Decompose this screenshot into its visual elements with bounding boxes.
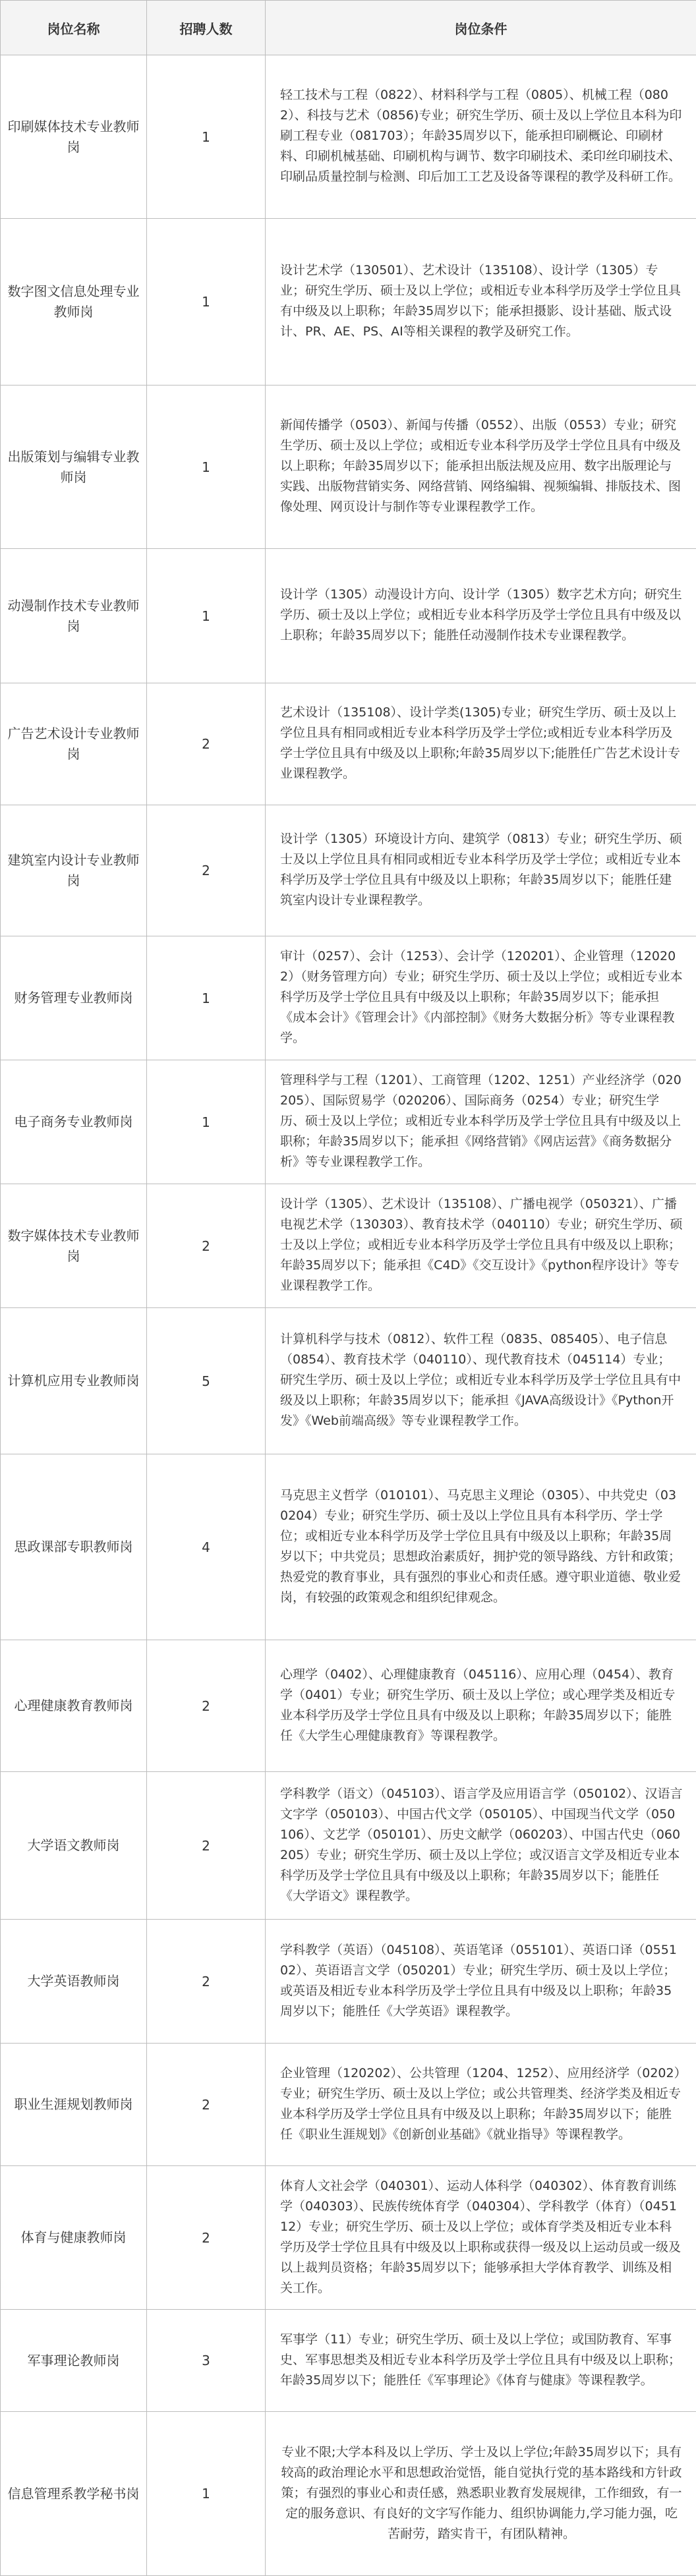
recruit-count-cell: 1: [147, 1060, 266, 1184]
table-row: [1, 683, 696, 805]
header-count: 招聘人数: [147, 1, 266, 55]
position-conditions-cell: 体育人文社会学（040301）、运动人体科学（040302）、体育教育训练学（040303）、民族传统体育学（040304）、学科教学（体育）（045112）专业；研究生学历、硕士及以上学位；或体育学类及相近专业本科学历及学士学位且具有中级及以上职称或获得一级及以上运动员或一级及以上裁判员资格；年龄35周岁以下；能够承担大学体育教学、训练及相关工作。: [266, 2166, 696, 2310]
position-conditions-cell: 设计学（1305）、艺术设计（135108）、广播电视学（050321）、广播电视艺术学（130303）、教育技术学（040110）专业；研究生学历、硕士及以上学位；或相近专业本科学历及学士学位且具有中级及以上职称；年龄35周岁以下；能承担《C4D》《交互设计》《python程序设计》等专业课程教学工作。: [266, 1184, 696, 1308]
position-name-cell: 出版策划与编辑专业教师岗: [1, 386, 147, 549]
recruit-count-cell: 1: [147, 936, 266, 1060]
table-header-row: [1, 1, 696, 55]
position-name-cell: 动漫制作技术专业教师岗: [1, 549, 147, 683]
recruit-count-cell: 2: [147, 1920, 266, 2044]
position-conditions-cell: 军事学（11）专业；研究生学历、硕士及以上学位；或国防教育、军事史、军事思想类及相近专业本科学历及学士学位且具有中级及以上职称；年龄35周岁以下；能胜任《军事理论》《体育与健康》等课程教学。: [266, 2310, 696, 2412]
position-conditions-cell: 计算机科学与技术（0812）、软件工程（0835、085405）、电子信息（0854）、教育技术学（040110）、现代教育技术（045114）专业；研究生学历、硕士及以上学位；或相近专业本科学历及学士学位且具有中级及以上职称；年龄35周岁以下；能承担《JAVA高级设计》《Python开发》《Web前端高级》等专业课程教学工作。: [266, 1308, 696, 1454]
position-conditions-cell: 设计学（1305）环境设计方向、建筑学（0813）专业；研究生学历、硕士及以上学位且具有相同或相近专业本科学历及学士学位；或相近专业本科学历及学士学位且具有中级及以上职称；年龄35周岁以下；能胜任建筑室内设计专业课程教学。: [266, 805, 696, 936]
recruit-count-cell: 1: [147, 386, 266, 549]
table-row: [1, 1640, 696, 1772]
header-position: 岗位名称: [1, 1, 147, 55]
table-row: [1, 1920, 696, 2044]
position-conditions-cell: 企业管理（120202）、公共管理（1204、1252）、应用经济学（0202）专业；研究生学历、硕士及以上学位；或公共管理类、经济学类及相近专业本科学历及学士学位且具有中级及以上职称；年龄35周岁以下；能胜任《职业生涯规划》《创新创业基础》《就业指导》等课程教学。: [266, 2044, 696, 2166]
position-name-cell: 思政课部专职教师岗: [1, 1454, 147, 1640]
position-name-cell: 大学英语教师岗: [1, 1920, 147, 2044]
position-conditions-cell: 设计艺术学（130501）、艺术设计（135108）、设计学（1305）专业；研究生学历、硕士及以上学位；或相近专业本科学历及学士学位且具有中级及以上职称；年龄35周岁以下；能承担摄影、设计基础、版式设计、PR、AE、PS、AI等相关课程的教学及研究工作。: [266, 219, 696, 386]
recruit-count-cell: 2: [147, 1772, 266, 1920]
table-row: [1, 219, 696, 386]
position-name-cell: 电子商务专业教师岗: [1, 1060, 147, 1184]
table-row: [1, 1060, 696, 1184]
table-row: [1, 386, 696, 549]
position-name-cell: 心理健康教育教师岗: [1, 1640, 147, 1772]
recruit-count-cell: 2: [147, 683, 266, 805]
recruit-count-cell: 2: [147, 1184, 266, 1308]
recruit-count-cell: 3: [147, 2310, 266, 2412]
position-conditions-cell: 学科教学（语文）（045103）、语言学及应用语言学（050102）、汉语言文字学（050103）、中国古代文学（050105）、中国现当代文学（050106）、文艺学（050101）、历史文献学（060203）、中国古代史（060205）专业；研究生学历、硕士及以上学位；或汉语言文学及相近专业本科学历及学士学位且具有中级及以上职称；年龄35周岁以下；能胜任《大学语文》课程教学。: [266, 1772, 696, 1920]
position-conditions-cell: 新闻传播学（0503）、新闻与传播（0552）、出版（0553）专业；研究生学历、硕士及以上学位；或相近专业本科学历及学士学位且具有中级及以上职称；年龄35周岁以下；能承担出版法规及应用、数字出版理论与实践、出版物营销实务、网络营销、网络编辑、视频编辑、排版技术、图像处理、网页设计与制作等专业课程教学工作。: [266, 386, 696, 549]
recruit-count-cell: 1: [147, 549, 266, 683]
table-row: [1, 549, 696, 683]
position-name-cell: 建筑室内设计专业教师岗: [1, 805, 147, 936]
table-row: [1, 1772, 696, 1920]
position-name-cell: 数字媒体技术专业教师岗: [1, 1184, 147, 1308]
position-name-cell: 军事理论教师岗: [1, 2310, 147, 2412]
table-row: [1, 805, 696, 936]
recruit-count-cell: 4: [147, 1454, 266, 1640]
position-conditions-cell: 马克思主义哲学（010101）、马克思主义理论（0305）、中共党史（030204）专业；研究生学历、硕士及以上学位且具有本科学历、学士学位；或相近专业本科学历及学士学位且具有中级及以上职称；年龄35周岁以下；中共党员；思想政治素质好，拥护党的领导路线、方针和政策；热爱党的教育事业，具有强烈的事业心和责任感。遵守职业道德、敬业爱岗，有较强的政策观念和组织纪律观念。: [266, 1454, 696, 1640]
recruit-count-cell: 1: [147, 2412, 266, 2576]
table-row: [1, 55, 696, 219]
recruit-count-cell: 5: [147, 1308, 266, 1454]
position-name-cell: 财务管理专业教师岗: [1, 936, 147, 1060]
table-row: [1, 1308, 696, 1454]
recruit-count-cell: 1: [147, 219, 266, 386]
position-conditions-cell: 管理科学与工程（1201）、工商管理（1202、1251）产业经济学（020205）、国际贸易学（020206）、国际商务（0254）专业；研究生学历、硕士及以上学位；或相近专业本科学历及学士学位且具有中级及以上职称；年龄35周岁以下；能承担《网络营销》《网店运营》《商务数据分析》等专业课程教学工作。: [266, 1060, 696, 1184]
position-conditions-cell: 心理学（0402）、心理健康教育（045116）、应用心理（0454）、教育学（0401）专业；研究生学历、硕士及以上学位；或心理学类及相近专业本科学历及学士学位且具有中级及以上职称；年龄35周岁以下；能胜任《大学生心理健康教育》等课程教学。: [266, 1640, 696, 1772]
position-conditions-cell: 艺术设计（135108）、设计学类(1305)专业；研究生学历、硕士及以上学位且具有相同或相近专业本科学历及学士学位;或相近专业本科学历及学士学位且具有中级及以上职称;年龄35周岁以下;能胜任广告艺术设计专业课程教学。: [266, 683, 696, 805]
table-row: [1, 2044, 696, 2166]
recruit-count-cell: 2: [147, 805, 266, 936]
position-name-cell: 职业生涯规划教师岗: [1, 2044, 147, 2166]
position-name-cell: 印刷媒体技术专业教师岗: [1, 55, 147, 219]
position-name-cell: 体育与健康教师岗: [1, 2166, 147, 2310]
position-conditions-cell: 审计（0257）、会计（1253）、会计学（120201）、企业管理（120202）（财务管理方向）专业；研究生学历、硕士及以上学位；或相近专业本科学历及学士学位且具有中级及以上职称；年龄35周岁以下；能承担《成本会计》《管理会计》《内部控制》《财务大数据分析》等专业课程教学。: [266, 936, 696, 1060]
position-name-cell: 大学语文教师岗: [1, 1772, 147, 1920]
position-conditions-cell: 轻工技术与工程（0822）、材料科学与工程（0805）、机械工程（0802）、科技与艺术（0856)专业；研究生学历、硕士及以上学位且本科为印刷工程专业（081703）；年龄35周岁以下，能承担印刷概论、印刷材料、印刷机械基础、印刷机构与调节、数字印刷技术、柔印丝印刷技术、印刷品质量控制与检测、印后加工工艺及设备等课程的教学及科研工作。: [266, 55, 696, 219]
table-row: [1, 2166, 696, 2310]
table-row: [1, 2412, 696, 2576]
position-name-cell: 数字图文信息处理专业教师岗: [1, 219, 147, 386]
recruit-count-cell: 1: [147, 55, 266, 219]
position-name-cell: 广告艺术设计专业教师岗: [1, 683, 147, 805]
recruit-count-cell: 2: [147, 1640, 266, 1772]
position-name-cell: 计算机应用专业教师岗: [1, 1308, 147, 1454]
recruit-count-cell: 2: [147, 2044, 266, 2166]
position-conditions-cell: 专业不限;大学本科及以上学历、学士及以上学位;年龄35周岁以下；具有较高的政治理论水平和思想政治觉悟，能自觉执行党的基本路线和方针政策；有强烈的事业心和责任感，熟悉职业教育发展规律，工作细致，有一定的服务意识、有良好的文字写作能力、组织协调能力,学习能力强，吃苦耐劳，踏实肯干，有团队精神。: [266, 2412, 696, 2576]
header-conditions: 岗位条件: [266, 1, 696, 55]
table-row: [1, 2310, 696, 2412]
position-conditions-cell: 设计学（1305）动漫设计方向、设计学（1305）数字艺术方向；研究生学历、硕士及以上学位；或相近专业本科学历及学士学位且具有中级及以上职称；年龄35周岁以下；能胜任动漫制作技术专业课程教学。: [266, 549, 696, 683]
position-name-cell: 信息管理系教学秘书岗: [1, 2412, 147, 2576]
table-row: [1, 936, 696, 1060]
recruit-count-cell: 2: [147, 2166, 266, 2310]
table-row: [1, 1454, 696, 1640]
position-conditions-cell: 学科教学（英语）（045108）、英语笔译（055101）、英语口译（055102）、英语语言文学（050201）专业；研究生学历、硕士及以上学位；或英语及相近专业本科学历及学士学位且具有中级及以上职称；年龄35周岁以下；能胜任《大学英语》课程教学。: [266, 1920, 696, 2044]
table-row: [1, 1184, 696, 1308]
